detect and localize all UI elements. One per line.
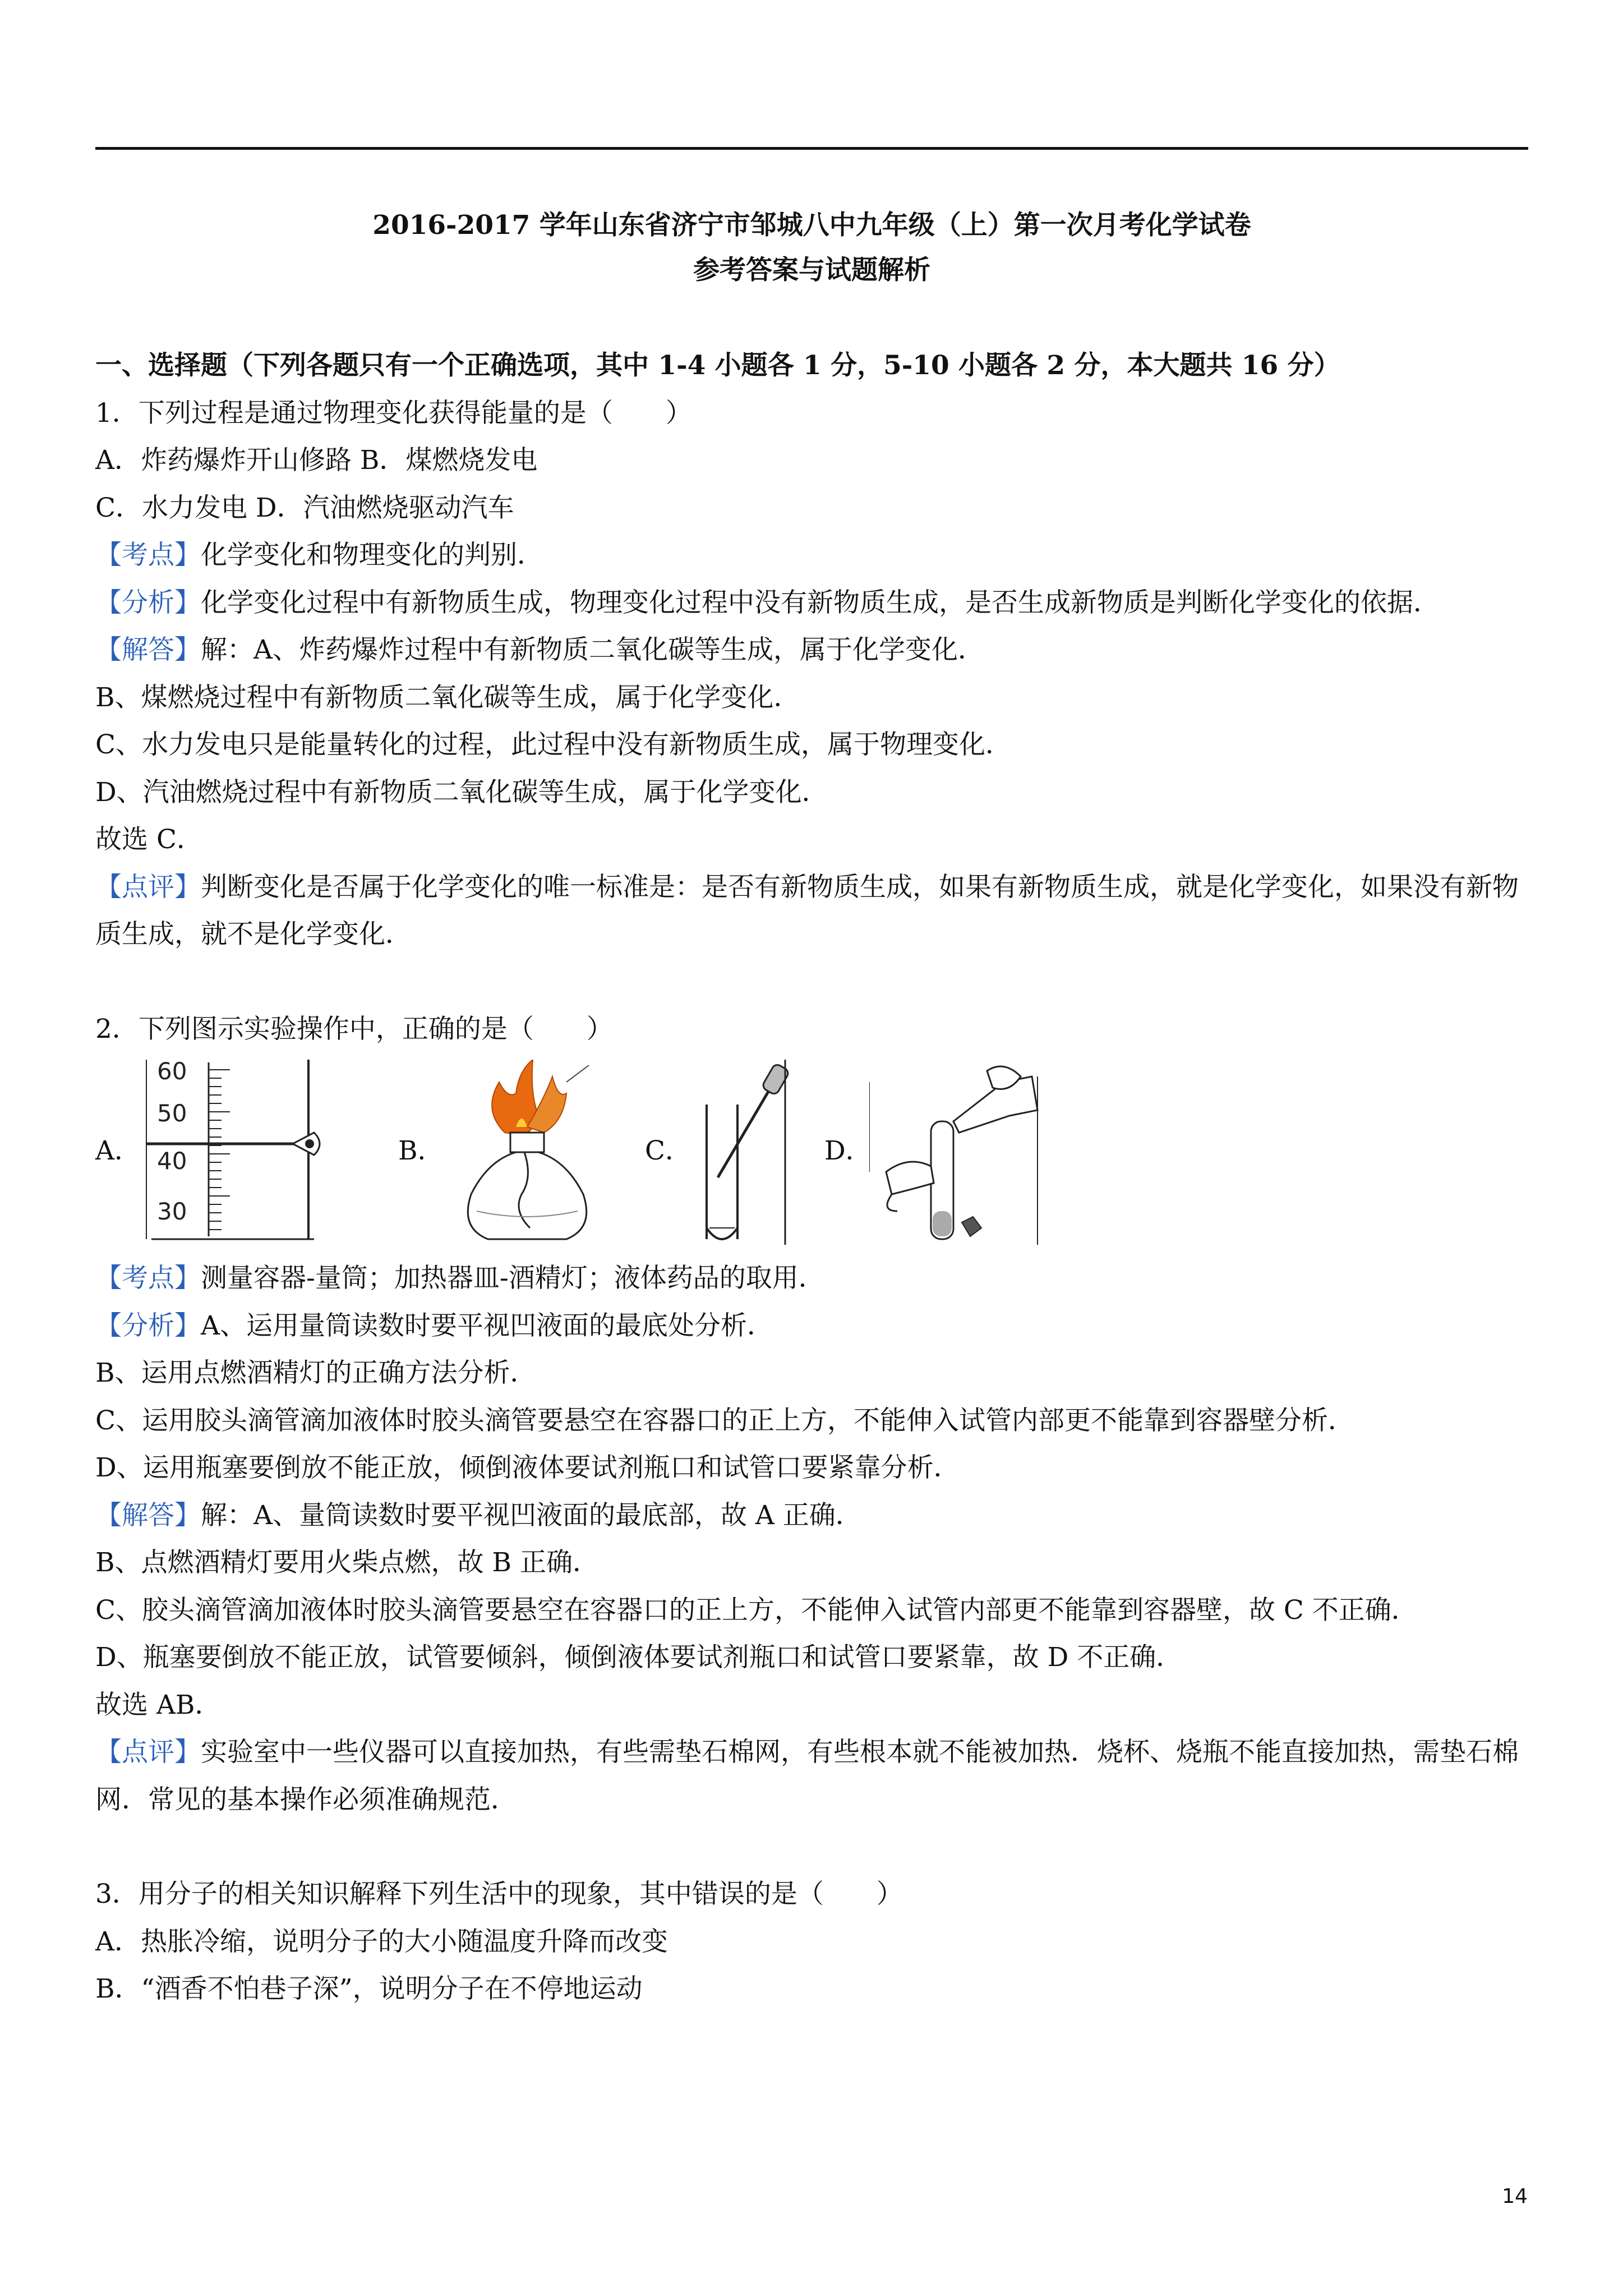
q1-jieda-text: 解：A、炸药爆炸过程中有新物质二氧化碳等生成，属于化学变化． bbox=[201, 634, 984, 665]
q2-jieda-c: C、胶头滴管滴加液体时胶头滴管要悬空在容器口的正上方，不能伸入试管内部更不能靠到容器壁，故 C 不正确． bbox=[95, 1594, 1418, 1626]
q1-jieda bbox=[95, 627, 1528, 674]
page-title: 2016-2017 学年山东省济宁市邹城八中九年级（上）第一次月考化学试卷 bbox=[372, 210, 1251, 241]
spacer bbox=[95, 959, 1528, 1006]
q2-fenxi-d: D、运用瓶塞要倒放不能正放，倾倒液体要试剂瓶口和试管口要紧靠分析． bbox=[95, 1452, 960, 1483]
kaodian-tag: 【考点】 bbox=[95, 1263, 201, 1294]
q2-label-b: B． bbox=[398, 1135, 444, 1166]
q1-fenxi bbox=[95, 579, 1528, 627]
section-heading: 一、选择题（下列各题只有一个正确选项，其中 1-4 小题各 1 分，5-10 小题各 2 分，本大题共 16 分） bbox=[95, 350, 1340, 381]
tick-label-40: 40 bbox=[157, 1147, 187, 1175]
alcohol-lamp-figure bbox=[454, 1060, 623, 1245]
q2-jieda bbox=[95, 1492, 1528, 1540]
document-body bbox=[95, 342, 1528, 2013]
tick-label-50: 50 bbox=[157, 1099, 187, 1127]
q2-jieda-text: 解：A、量筒读数时要平视凹液面的最底部，故 A 正确． bbox=[201, 1499, 862, 1531]
q1-dianping-text: 判断变化是否属于化学变化的唯一标准是：是否有新物质生成，如果有新物质生成，就是化学变化，如果没有新物质生成，就不是化学变化． bbox=[95, 871, 1519, 950]
q2-label-a: A． bbox=[95, 1135, 141, 1166]
graduated-cylinder-figure bbox=[146, 1060, 381, 1245]
q1-dianping bbox=[95, 864, 1528, 959]
q1-jieda-d: D、汽油燃烧过程中有新物质二氧化碳等生成，属于化学变化． bbox=[95, 776, 828, 808]
dianping-tag: 【点评】 bbox=[95, 1737, 201, 1768]
q1-kaodian bbox=[95, 532, 1528, 579]
q1-jieda-b: B、煤燃烧过程中有新物质二氧化碳等生成，属于化学变化． bbox=[95, 682, 800, 713]
q2-fenxi-b: B、运用点燃酒精灯的正确方法分析． bbox=[95, 1358, 537, 1388]
q3-option-a: A．热胀冷缩，说明分子的大小随温度升降而改变 bbox=[95, 1926, 668, 1957]
q1-stem: 1．下列过程是通过物理变化获得能量的是（ ） bbox=[95, 397, 692, 429]
page-subtitle: 参考答案与试题解析 bbox=[693, 255, 930, 286]
q1-options-cd: C．水力发电 D．汽油燃烧驱动汽车 bbox=[95, 492, 514, 523]
q1-options-ab: A．炸药爆炸开山修路 B．煤燃烧发电 bbox=[95, 445, 538, 476]
q2-dianping bbox=[95, 1729, 1528, 1824]
q1-jieda-c: C、水力发电只是能量转化的过程，此过程中没有新物质生成，属于物理变化． bbox=[95, 729, 1012, 760]
jieda-tag: 【解答】 bbox=[95, 1499, 201, 1531]
q3-option-b: B．“酒香不怕巷子深”，说明分子在不停地运动 bbox=[95, 1973, 643, 2004]
dianping-tag: 【点评】 bbox=[95, 871, 201, 903]
pouring-liquid-figure bbox=[869, 1060, 1043, 1245]
jieda-tag: 【解答】 bbox=[95, 634, 201, 665]
title-block bbox=[95, 203, 1528, 293]
q2-answer: 故选 AB． bbox=[95, 1689, 222, 1720]
q2-figures bbox=[95, 1060, 1528, 1250]
q2-stem: 2．下列图示实验操作中，正确的是（ ） bbox=[95, 1013, 613, 1045]
q2-fenxi-text: A、运用量筒读数时要平视凹液面的最底处分析． bbox=[201, 1310, 773, 1341]
q1-answer: 故选 C． bbox=[95, 824, 203, 855]
q1-kaodian-text: 化学变化和物理变化的判别． bbox=[201, 540, 543, 570]
q2-kaodian-text: 测量容器-量筒；加热器皿-酒精灯；液体药品的取用． bbox=[201, 1263, 825, 1294]
q2-jieda-d: D、瓶塞要倒放不能正放，试管要倾斜，倾倒液体要试剂瓶口和试管口要紧靠，故 D 不正确． bbox=[95, 1642, 1183, 1673]
tick-label-30: 30 bbox=[157, 1198, 187, 1225]
tick-label-60: 60 bbox=[157, 1060, 187, 1085]
header-rule bbox=[95, 147, 1528, 150]
q2-fenxi-c: C、运用胶头滴管滴加液体时胶头滴管要悬空在容器口的正上方，不能伸入试管内部更不能靠到容器壁分析． bbox=[95, 1405, 1354, 1436]
fenxi-tag: 【分析】 bbox=[95, 1310, 201, 1341]
q2-label-d: D． bbox=[824, 1135, 872, 1166]
page-number: 14 bbox=[1502, 2185, 1528, 2208]
q2-jieda-b: B、点燃酒精灯要用火柴点燃，故 B 正确． bbox=[95, 1547, 599, 1578]
q2-label-c: C． bbox=[645, 1135, 691, 1166]
spacer bbox=[95, 1824, 1528, 1871]
q3-stem: 3．用分子的相关知识解释下列生活中的现象，其中错误的是（ ） bbox=[95, 1879, 903, 1910]
q2-kaodian bbox=[95, 1255, 1528, 1303]
q1-fenxi-text: 化学变化过程中有新物质生成，物理变化过程中没有新物质生成，是否生成新物质是判断化学变化的依据． bbox=[201, 587, 1440, 618]
dropper-test-tube-figure bbox=[695, 1060, 808, 1250]
q2-fenxi bbox=[95, 1303, 1528, 1350]
kaodian-tag: 【考点】 bbox=[95, 540, 201, 570]
q2-dianping-text: 实验室中一些仪器可以直接加热，有些需垫石棉网，有些根本就不能被加热．烧杯、烧瓶不能直接加热，需垫石棉网．常见的基本操作必须准确规范． bbox=[95, 1737, 1519, 1815]
fenxi-tag: 【分析】 bbox=[95, 587, 201, 618]
